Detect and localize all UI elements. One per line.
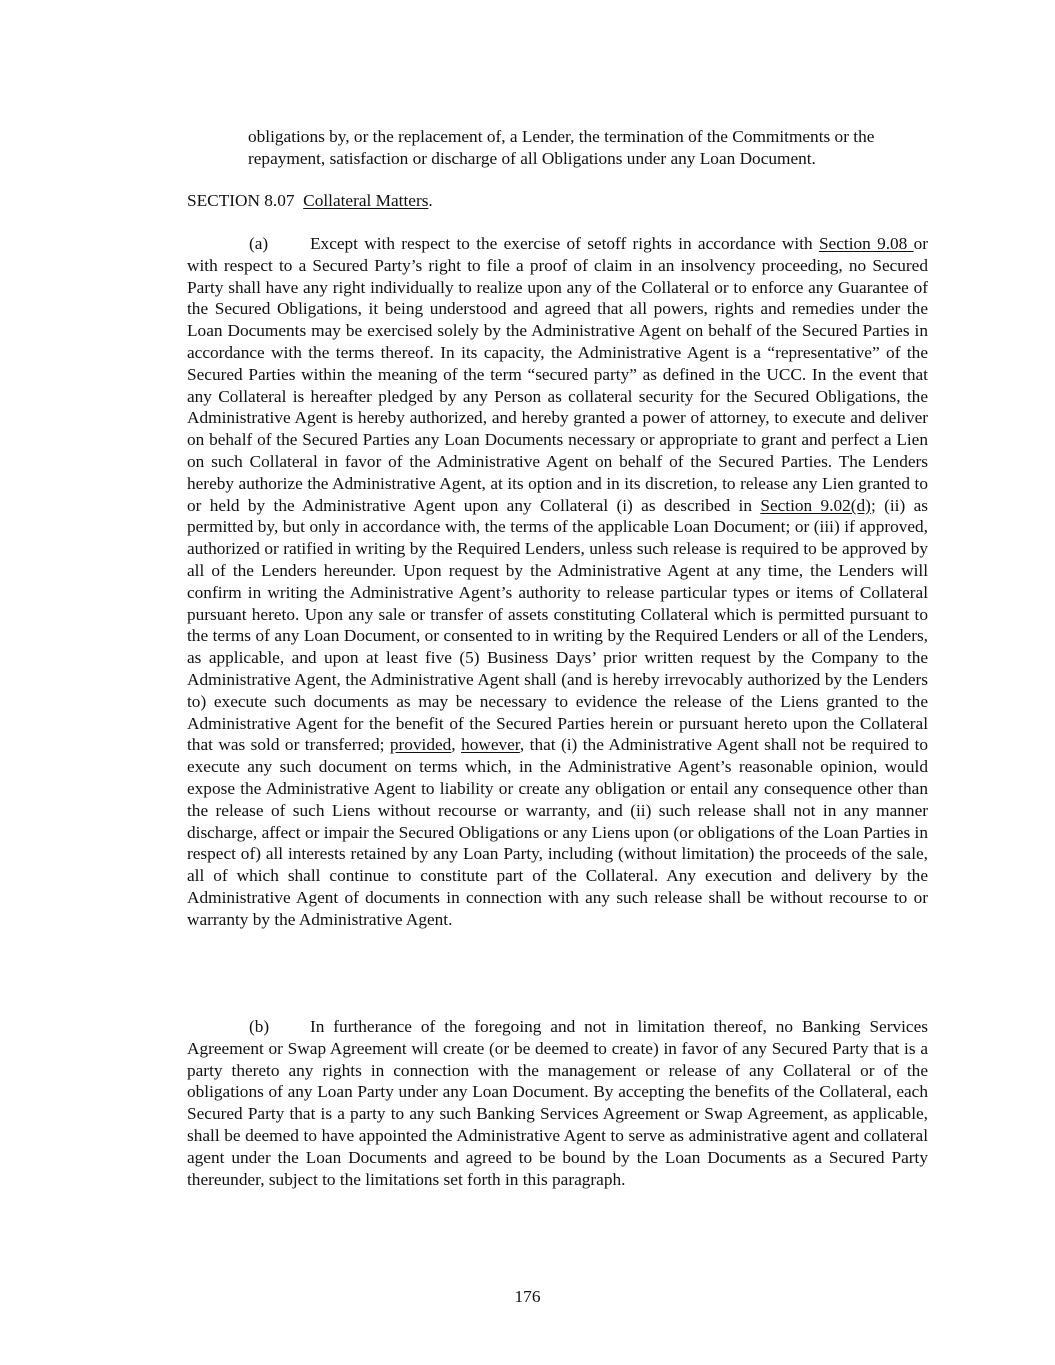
section-title: Collateral Matters <box>303 191 429 210</box>
paragraph-a-text-2: or with respect to a Secured Party’s right to file a proof of claim in an insolvency proceeding, no Secured Party shall have any right individually to realize upon any of the Collateral or to enforce any Guarantee of the Secured Obligations, it being understood and agreed that all powers, rights and remedies under the Loan Documents may be exercised solely by the Administrative Agent on behalf of the Secured Parties in accordance with the terms thereof. In its capacity, the Administrative Agent is a “representative” of the Secured Parties within the meaning of the term “secured party” as defined in the UCC. In the event that any Collateral is hereafter pledged by any Person as collateral security for the Secured Obligations, the Administrative Agent is hereby authorized, and hereby granted a power of attorney, to execute and deliver on behalf of the Secured Parties any Loan Documents necessary or appropriate to grant and perfect a Lien on such Collateral in favor of the Administrative Agent on behalf of the Secured Parties. The Lenders hereby authorize the Administrative Agent, at its option and in its discretion, to release any Lien granted to or held by the Administrative Agent upon any Collateral (i) as described in <box>187 234 929 515</box>
section-number: SECTION 8.07 <box>187 191 295 210</box>
paragraph-a-label: (a) <box>249 234 269 253</box>
continuation-paragraph: obligations by, or the replacement of, a Lender, the termination of the Commitments or the repayment, satisfaction or discharge of all Obligations under any Loan Document. <box>248 127 875 168</box>
paragraph-a-text-4: , that (i) the Administrative Agent shall not be required to execute any such document on terms which, in the Administrative Agent’s reasonable opinion, would expose the Administrative Agent to liability or create any obligation or entail any consequence other than the release of such Liens without recourse or warranty, and (ii) such release shall not in any manner discharge, affect or impair the Secured Obligations or any Liens upon (or obligations of the Loan Parties in respect of) all interests retained by any Loan Party, including (without limitation) the proceeds of the sale, all of which shall continue to constitute part of the Collateral. Any execution and delivery by the Administrative Agent of documents in connection with any such release shall be without recourse to or warranty by the Administrative Agent. <box>187 735 929 929</box>
paragraph-a-text-1: Except with respect to the exercise of setoff rights in accordance with <box>310 234 819 253</box>
page-number: 176 <box>514 1287 541 1306</box>
term-separator: , <box>451 735 462 755</box>
paragraph-b-label: (b) <box>249 1017 270 1036</box>
section-heading <box>187 190 927 212</box>
section-title-suffix: . <box>428 191 433 210</box>
section-9-02d-reference: Section 9.02(d) <box>760 495 871 515</box>
however-term: however <box>461 735 520 755</box>
paragraph-a-text-3: ; (ii) as permitted by, but only in accordance with, the terms of the applicable Loan Document; or (iii) if approved, authorized or ratified in writing by the Required Lenders, unless such release is required to be approved by all of the Lenders hereunder. Upon request by the Administrative Agent at any time, the Lenders will confirm in writing the Administrative Agent’s authority to release particular types or items of Collateral pursuant hereto. Upon any sale or transfer of assets constituting Collateral which is permitted pursuant to the terms of any Loan Document, or consented to in writing by the Required Lenders or all of the Lenders, as applicable, and upon at least five (5) Business Days’ prior written request by the Company to the Administrative Agent, the Administrative Agent shall (and is hereby irrevocably authorized by the Lenders to) execute such documents as may be necessary to evidence the release of the Liens granted to the Administrative Agent for the benefit of the Secured Parties herein or pursuant hereto upon the Collateral that was sold or transferred; <box>187 495 928 755</box>
paragraph-a <box>187 233 928 931</box>
paragraph-b-text: In furtherance of the foregoing and not in limitation thereof, no Banking Services Agreement or Swap Agreement will create (or be deemed to create) in favor of any Secured Party that is a party thereto any rights in connection with the management or release of any Collateral or of the obligations of any Loan Party under any Loan Document. By accepting the benefits of the Collateral, each Secured Party that is a party to any such Banking Services Agreement or Swap Agreement, as applicable, shall be deemed to have appointed the Administrative Agent to serve as administrative agent and collateral agent under the Loan Documents and agreed to be bound by the Loan Documents as a Secured Party thereunder, subject to the limitations set forth in this paragraph. <box>187 1017 928 1189</box>
provided-term: provided <box>389 735 452 755</box>
section-9-08-reference: Section 9.08 <box>818 234 914 253</box>
paragraph-b <box>187 1016 928 1190</box>
